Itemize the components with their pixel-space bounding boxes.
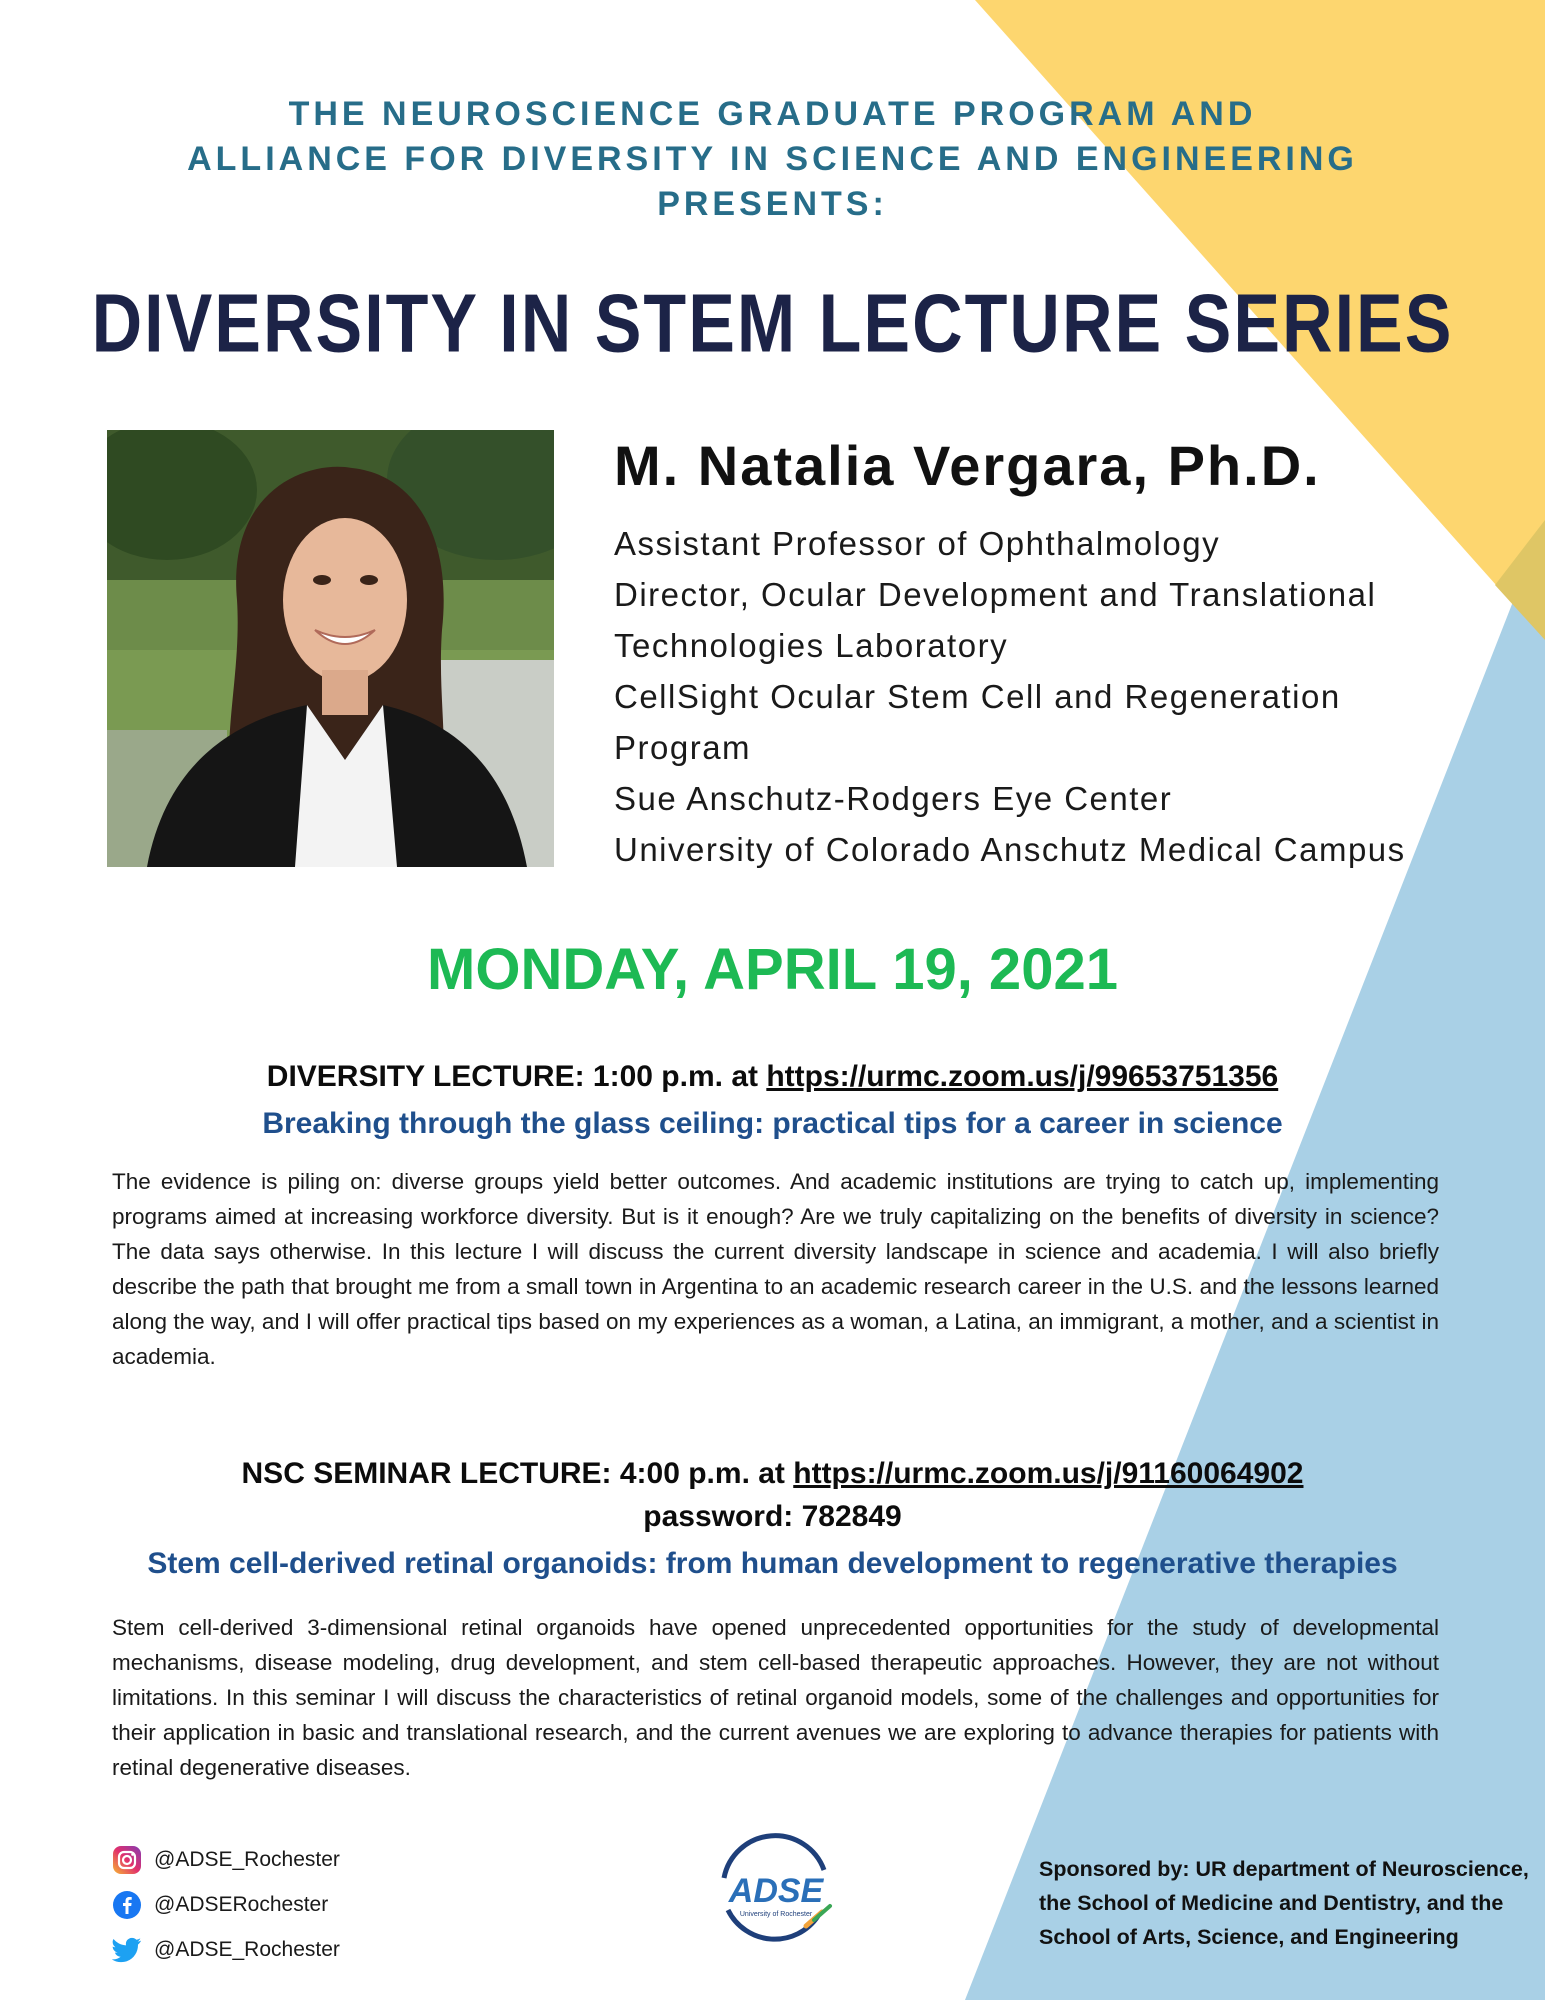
speaker-title-line: Assistant Professor of Ophthalmology <box>614 525 1221 562</box>
speaker-title-line: Program <box>614 729 752 766</box>
presenter-line: ALLIANCE FOR DIVERSITY IN SCIENCE AND ENGINEERING <box>187 140 1358 178</box>
logo-text: ADSE <box>728 1872 824 1910</box>
seminar-lecture-zoom-link[interactable]: https://urmc.zoom.us/j/91160064902 <box>793 1457 1304 1490</box>
twitter-handle: @ADSE_Rochester <box>154 1938 340 1961</box>
series-title: DIVERSITY IN STEM LECTURE SERIES <box>91 276 1454 370</box>
event-date: MONDAY, APRIL 19, 2021 <box>427 937 1118 1002</box>
speaker-title-line: Director, Ocular Development and Translational <box>614 576 1377 613</box>
adse-logo <box>706 1830 844 1950</box>
presenter-line: PRESENTS: <box>657 185 888 223</box>
diversity-lecture-heading <box>0 1056 1545 1098</box>
speaker-title-line: University of Colorado Anschutz Medical Campus <box>614 831 1406 868</box>
twitter-link[interactable] <box>112 1928 340 1972</box>
logo-subtext: University of Rochester <box>739 1911 813 1918</box>
presenter-line: THE NEUROSCIENCE GRADUATE PROGRAM AND <box>288 95 1257 133</box>
twitter-icon <box>112 1935 142 1965</box>
speaker-name: M. Natalia Vergara, Ph.D. <box>614 434 1321 497</box>
diversity-lecture-abstract: The evidence is piling on: diverse groups yield better outcomes. And academic institutions are trying to catch up, implementing programs aimed at increasing workforce diversity. But is it enough? Are we truly capitalizing on the benefits of diversity in science? The data says otherwise. In this lecture I will discuss the current diversity landscape in science and academia. I will also briefly describe the path that brought me from a small town in Argentina to an academic research career in the U.S. and the lessons learned along the way, and I will offer practical tips based on my experiences as a woman, a Latina, an immigrant, a mother, and a scientist in academia. <box>112 1169 1439 1369</box>
instagram-link[interactable] <box>112 1838 340 1882</box>
speaker-title-line: Sue Anschutz-Rodgers Eye Center <box>614 780 1173 817</box>
seminar-lecture-title: Stem cell-derived retinal organoids: from human development to regenerative therapies <box>147 1547 1398 1580</box>
facebook-handle: @ADSERochester <box>154 1893 329 1916</box>
facebook-link[interactable] <box>112 1883 340 1927</box>
presenter-heading <box>0 92 1545 227</box>
sponsor-line: Sponsored by: UR department of Neuroscience, <box>1039 1857 1529 1881</box>
speaker-title-line: CellSight Ocular Stem Cell and Regeneration <box>614 678 1341 715</box>
diversity-lecture-title: Breaking through the glass ceiling: practical tips for a career in science <box>262 1107 1283 1140</box>
instagram-icon <box>112 1845 142 1875</box>
sponsor-line: the School of Medicine and Dentistry, and the <box>1039 1891 1504 1915</box>
social-links <box>112 1838 340 1973</box>
diversity-lecture-label: DIVERSITY LECTURE: 1:00 p.m. at <box>266 1060 767 1093</box>
seminar-password: password: 782849 <box>643 1500 902 1533</box>
seminar-lecture-heading <box>0 1453 1545 1495</box>
speaker-photo <box>107 430 554 867</box>
speaker-title-line: Technologies Laboratory <box>614 627 1009 664</box>
speaker-titles <box>614 518 1474 875</box>
sponsor-line: School of Arts, Science, and Engineering <box>1039 1925 1459 1949</box>
seminar-lecture-abstract: Stem cell-derived 3-dimensional retinal organoids have opened unprecedented opportunities for the study of developmental mechanisms, disease modeling, drug development, and stem cell-based therapeutic approaches. However, they are not without limitations. In this seminar I will discuss the characteristics of retinal organoid models, some of the challenges and opportunities for their application in basic and translational research, and the current avenues we are exploring to advance therapies for patients with retinal degenerative diseases. <box>112 1615 1439 1780</box>
sponsor-text <box>1039 1852 1529 1954</box>
facebook-icon <box>112 1890 142 1920</box>
instagram-handle: @ADSE_Rochester <box>154 1848 340 1871</box>
seminar-lecture-label: NSC SEMINAR LECTURE: 4:00 p.m. at <box>241 1457 794 1490</box>
diversity-lecture-zoom-link[interactable]: https://urmc.zoom.us/j/99653751356 <box>766 1060 1279 1093</box>
